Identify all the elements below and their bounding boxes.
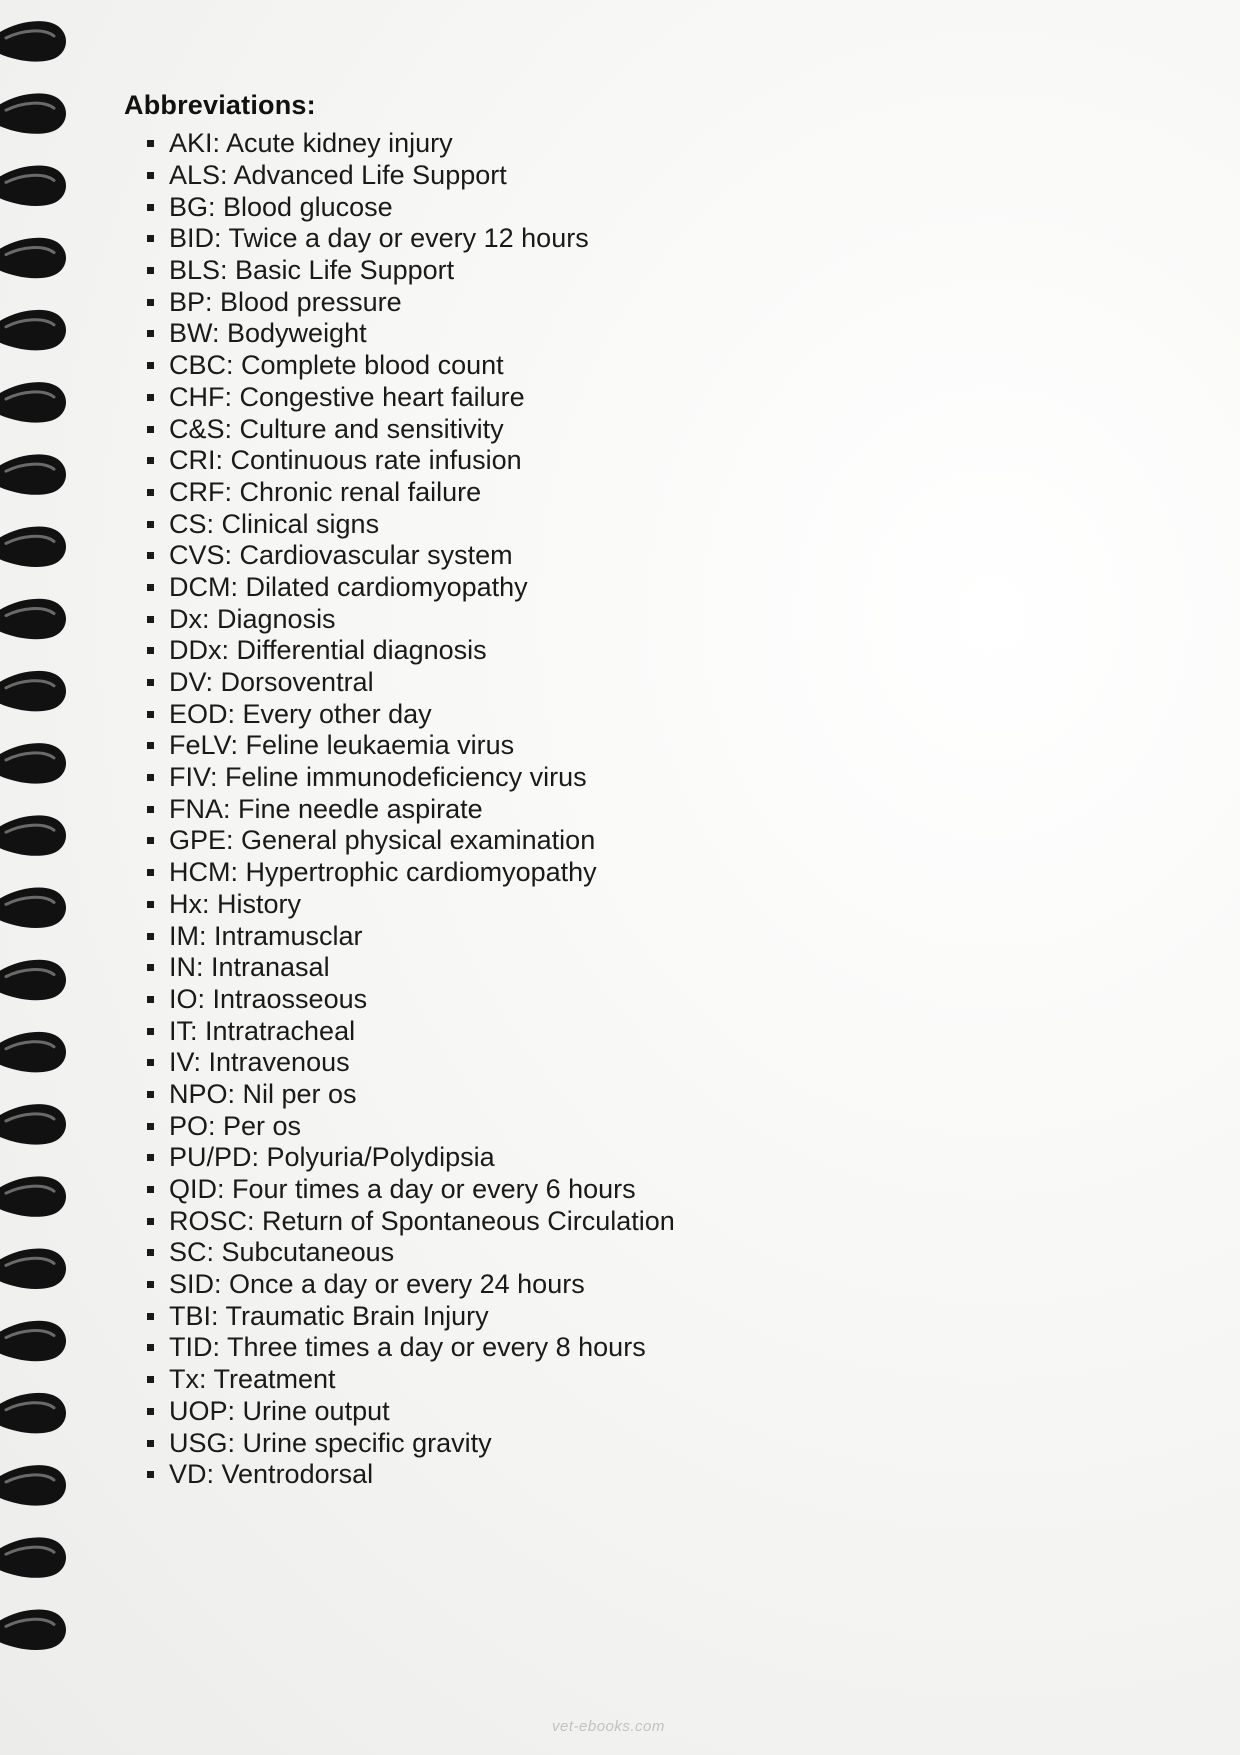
list-item-text: USG: Urine specific gravity: [169, 1427, 492, 1458]
list-item-text: EOD: Every other day: [169, 698, 432, 729]
watermark: vet-ebooks.com: [552, 1718, 665, 1735]
bullet-icon: [147, 457, 154, 464]
list-item-text: NPO: Nil per os: [169, 1078, 357, 1109]
list-item: [147, 952, 675, 984]
list-item: [147, 920, 675, 952]
list-item: [147, 477, 675, 509]
list-item-text: BP: Blood pressure: [169, 286, 402, 317]
bullet-icon: [147, 679, 154, 686]
list-item: [147, 572, 675, 604]
binding-coil: [0, 382, 66, 422]
list-item-text: BW: Bodyweight: [169, 318, 367, 349]
list-item-text: IM: Intramusclar: [169, 920, 363, 951]
binding-coil: [0, 815, 66, 855]
list-item-text: PU/PD: Polyuria/Polydipsia: [169, 1142, 495, 1173]
list-item: [147, 762, 675, 794]
list-item-text: FNA: Fine needle aspirate: [169, 793, 483, 824]
list-item-text: IN: Intranasal: [169, 952, 330, 983]
binding-coil: [0, 888, 66, 928]
list-item: [147, 635, 675, 667]
list-item: [147, 1300, 675, 1332]
list-item: [147, 540, 675, 572]
list-item-text: TID: Three times a day or every 8 hours: [169, 1332, 646, 1363]
bullet-icon: [147, 1154, 154, 1161]
bullet-icon: [147, 996, 154, 1003]
list-item: [147, 382, 675, 414]
list-item-text: IO: Intraosseous: [169, 983, 368, 1014]
list-item-text: TBI: Traumatic Brain Injury: [169, 1300, 489, 1331]
bullet-icon: [147, 489, 154, 496]
bullet-icon: [147, 1440, 154, 1447]
list-item: [147, 318, 675, 350]
binding-coil: [0, 671, 66, 711]
list-item-text: CRF: Chronic renal failure: [169, 476, 482, 507]
bullet-icon: [147, 933, 154, 940]
list-item: [147, 191, 675, 223]
bullet-icon: [147, 204, 154, 211]
bullet-icon: [147, 1344, 154, 1351]
bullet-icon: [147, 1313, 154, 1320]
bullet-icon: [147, 1408, 154, 1415]
list-item: [147, 1364, 675, 1396]
list-item: [147, 984, 675, 1016]
binding-coil: [0, 1104, 66, 1144]
binding-coil: [0, 960, 66, 1000]
list-item: [147, 1269, 675, 1301]
binding-coil: [0, 599, 66, 639]
binding-coil: [0, 527, 66, 567]
bullet-icon: [147, 330, 154, 337]
abbreviation-list: [147, 128, 675, 1491]
bullet-icon: [147, 172, 154, 179]
list-item: [147, 1427, 675, 1459]
list-item-text: CRI: Continuous rate infusion: [169, 445, 522, 476]
list-item: [147, 1015, 675, 1047]
list-item-text: BLS: Basic Life Support: [169, 255, 455, 286]
bullet-icon: [147, 964, 154, 971]
list-item: [147, 286, 675, 318]
binding-coil: [0, 238, 66, 278]
bullet-icon: [147, 552, 154, 559]
list-item-text: FIV: Feline immunodeficiency virus: [169, 762, 587, 793]
bullet-icon: [147, 1281, 154, 1288]
list-item: [147, 1174, 675, 1206]
list-item: [147, 1110, 675, 1142]
list-item-text: ALS: Advanced Life Support: [169, 160, 507, 191]
binding-coil: [0, 1176, 66, 1216]
list-item-text: CVS: Cardiovascular system: [169, 540, 513, 571]
binding-coil: [0, 1249, 66, 1289]
list-item-text: AKI: Acute kidney injury: [169, 128, 453, 159]
binding-coil: [0, 21, 66, 61]
list-item-text: QID: Four times a day or every 6 hours: [169, 1174, 636, 1205]
list-item: [147, 825, 675, 857]
list-item-text: Hx: History: [169, 888, 302, 919]
list-item: [147, 350, 675, 382]
binding-coil: [0, 166, 66, 206]
binding-coil: [0, 1321, 66, 1361]
bullet-icon: [147, 616, 154, 623]
bullet-icon: [147, 837, 154, 844]
bullet-icon: [147, 267, 154, 274]
list-item-text: CS: Clinical signs: [169, 508, 380, 539]
list-item: [147, 1396, 675, 1428]
bullet-icon: [147, 1471, 154, 1478]
bullet-icon: [147, 1249, 154, 1256]
spiral-binding: [0, 0, 90, 1755]
list-item-text: IT: Intratracheal: [169, 1015, 356, 1046]
binding-coil: [0, 743, 66, 783]
binding-coil: [0, 310, 66, 350]
bullet-icon: [147, 1091, 154, 1098]
list-item-text: CHF: Congestive heart failure: [169, 381, 525, 412]
list-item: [147, 128, 675, 160]
bullet-icon: [147, 869, 154, 876]
list-item-text: PO: Per os: [169, 1110, 302, 1141]
bullet-icon: [147, 1123, 154, 1130]
bullet-icon: [147, 426, 154, 433]
bullet-icon: [147, 1376, 154, 1383]
list-item: [147, 508, 675, 540]
bullet-icon: [147, 647, 154, 654]
binding-coil: [0, 1610, 66, 1650]
bullet-icon: [147, 235, 154, 242]
binding-coil: [0, 454, 66, 494]
list-item: [147, 698, 675, 730]
binding-coil: [0, 1032, 66, 1072]
bullet-icon: [147, 362, 154, 369]
bullet-icon: [147, 1218, 154, 1225]
list-item: [147, 730, 675, 762]
list-item: [147, 603, 675, 635]
list-item: [147, 445, 675, 477]
bullet-icon: [147, 774, 154, 781]
list-item-text: BID: Twice a day or every 12 hours: [169, 223, 589, 254]
bullet-icon: [147, 140, 154, 147]
list-item-text: Dx: Diagnosis: [169, 603, 336, 634]
page-title: Abbreviations:: [124, 90, 316, 120]
list-item-text: DV: Dorsoventral: [169, 667, 374, 698]
list-item-text: VD: Ventrodorsal: [169, 1459, 374, 1490]
list-item-text: C&S: Culture and sensitivity: [169, 413, 504, 444]
bullet-icon: [147, 1186, 154, 1193]
bullet-icon: [147, 901, 154, 908]
list-item: [147, 857, 675, 889]
list-item: [147, 1079, 675, 1111]
list-item-text: HCM: Hypertrophic cardiomyopathy: [169, 857, 597, 888]
binding-coil: [0, 1537, 66, 1577]
list-item-text: GPE: General physical examination: [169, 825, 596, 856]
bullet-icon: [147, 1028, 154, 1035]
list-item: [147, 667, 675, 699]
bullet-icon: [147, 584, 154, 591]
list-item-text: UOP: Urine output: [169, 1395, 390, 1426]
list-item: [147, 413, 675, 445]
list-item: [147, 255, 675, 287]
list-item: [147, 1332, 675, 1364]
list-item-text: SID: Once a day or every 24 hours: [169, 1269, 585, 1300]
list-item: [147, 223, 675, 255]
list-item-text: Tx: Treatment: [169, 1364, 336, 1395]
list-item: [147, 1142, 675, 1174]
list-item-text: CBC: Complete blood count: [169, 350, 504, 381]
bullet-icon: [147, 742, 154, 749]
binding-coil: [0, 1393, 66, 1433]
list-item: [147, 160, 675, 192]
list-item-text: IV: Intravenous: [169, 1047, 350, 1078]
list-item: [147, 793, 675, 825]
bullet-icon: [147, 1059, 154, 1066]
list-item: [147, 1459, 675, 1491]
bullet-icon: [147, 521, 154, 528]
list-item-text: DCM: Dilated cardiomyopathy: [169, 571, 528, 602]
list-item-text: BG: Blood glucose: [169, 191, 393, 222]
list-item-text: DDx: Differential diagnosis: [169, 635, 487, 666]
bullet-icon: [147, 711, 154, 718]
bullet-icon: [147, 299, 154, 306]
list-item-text: SC: Subcutaneous: [169, 1237, 395, 1268]
binding-coil: [0, 93, 66, 133]
bullet-icon: [147, 806, 154, 813]
list-item-text: ROSC: Return of Spontaneous Circulation: [169, 1205, 675, 1236]
list-item: [147, 1237, 675, 1269]
list-item: [147, 1205, 675, 1237]
list-item: [147, 1047, 675, 1079]
list-item-text: FeLV: Feline leukaemia virus: [169, 730, 515, 761]
binding-coil: [0, 1465, 66, 1505]
list-item: [147, 889, 675, 921]
bullet-icon: [147, 394, 154, 401]
